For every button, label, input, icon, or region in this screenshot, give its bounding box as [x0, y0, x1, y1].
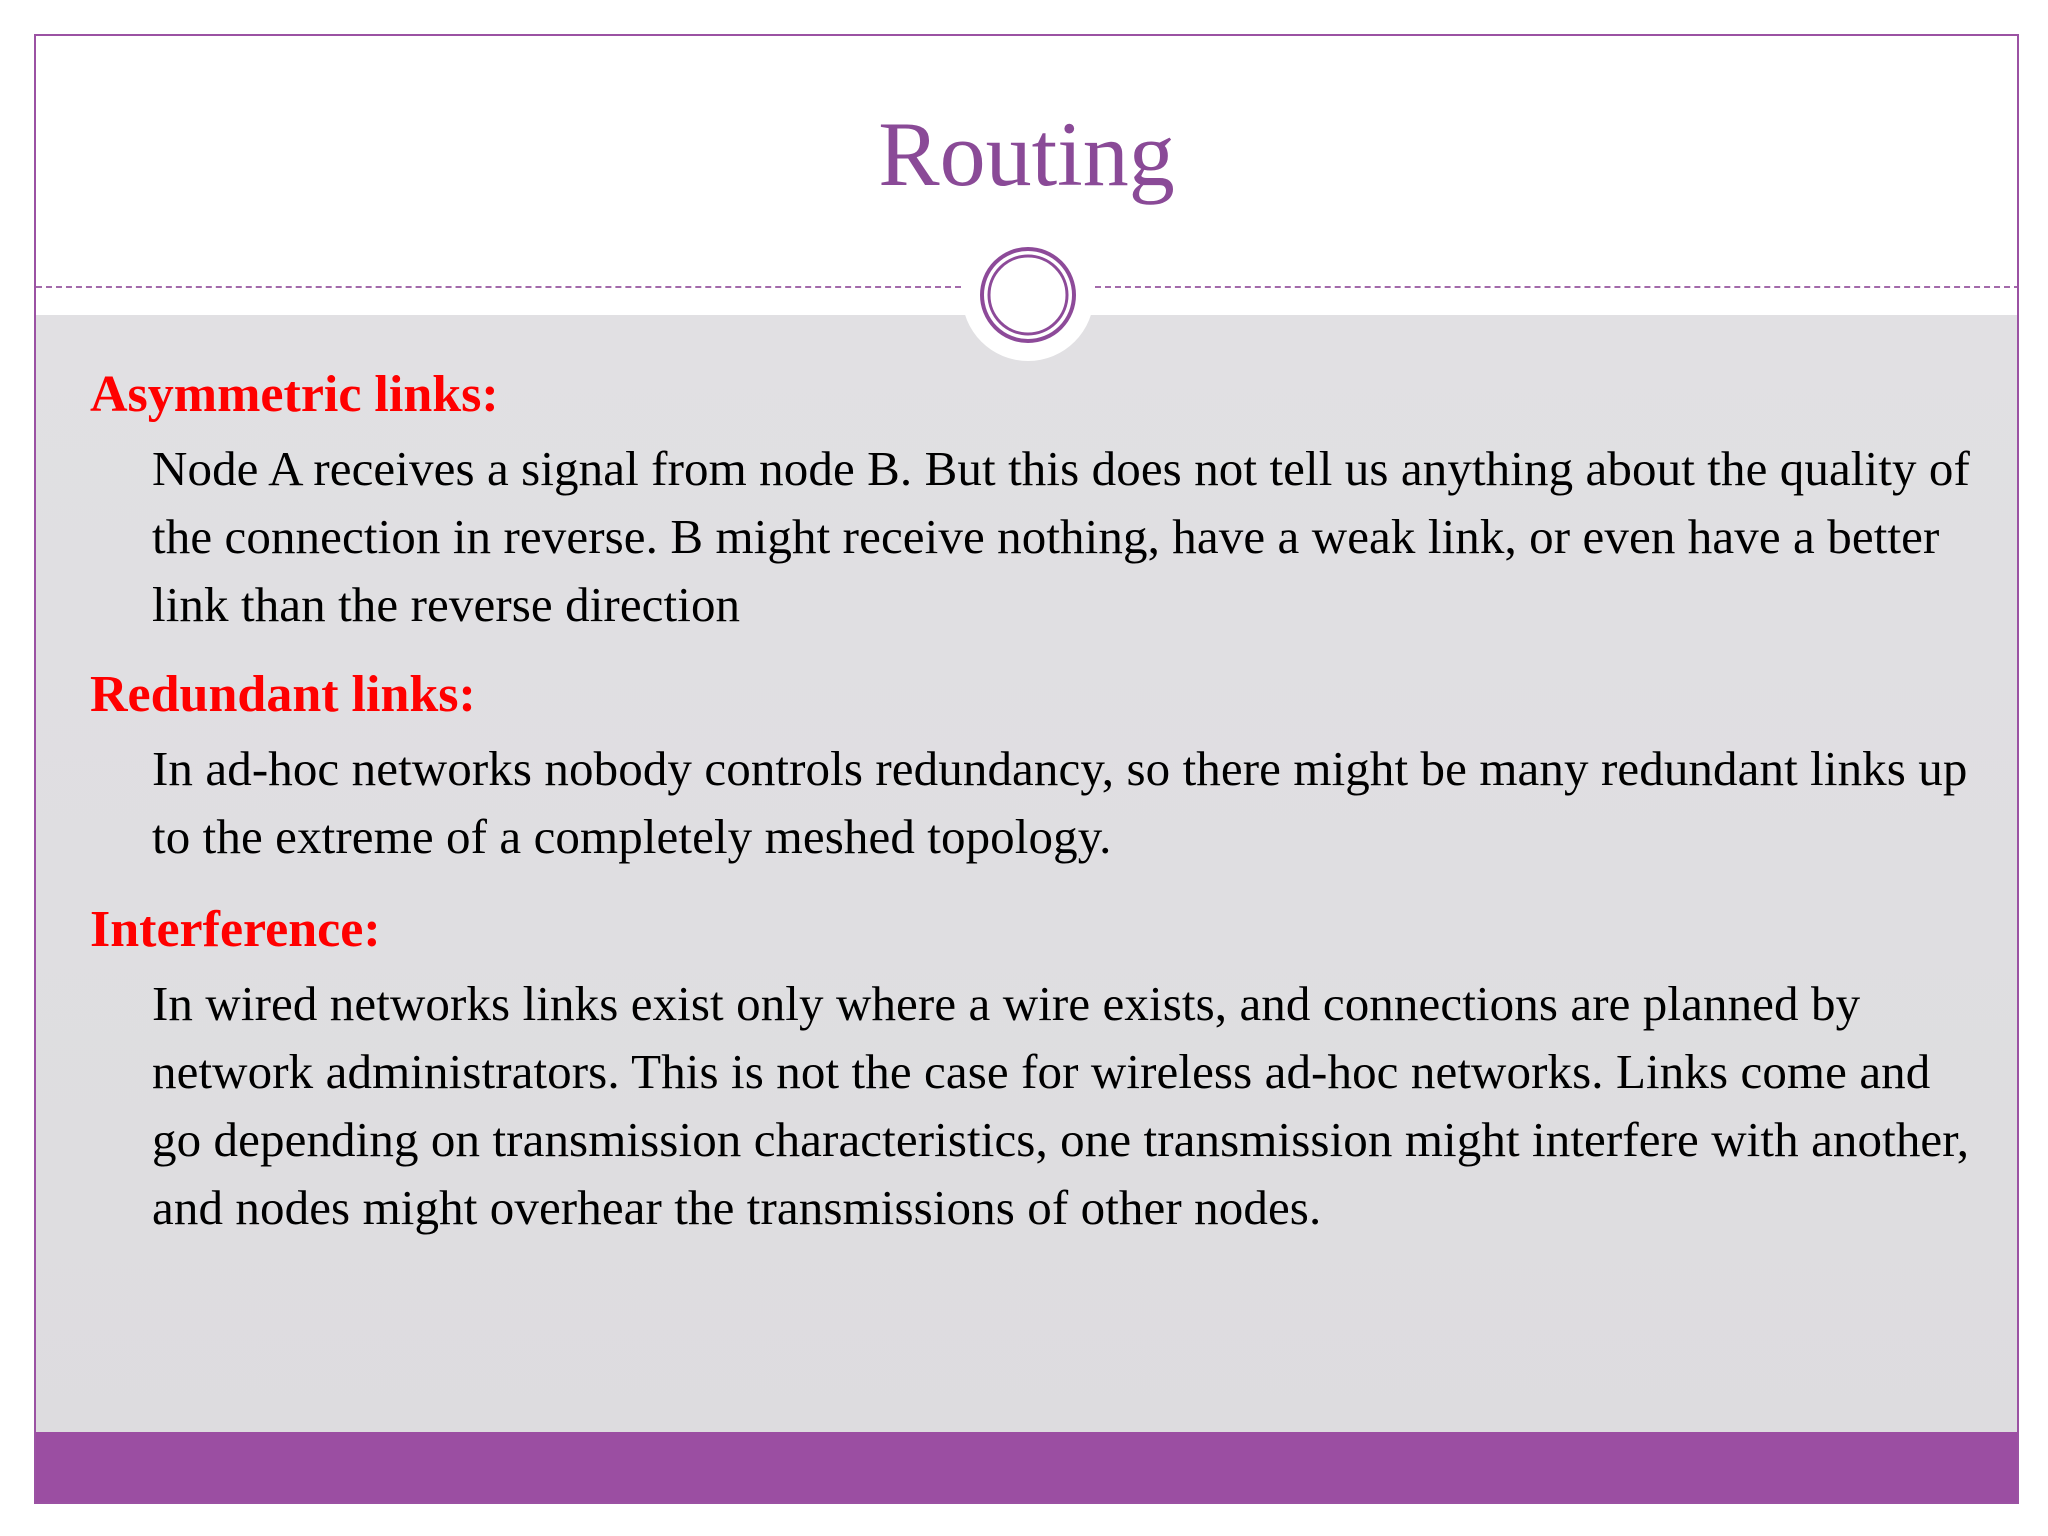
section-heading: Asymmetric links:	[90, 366, 499, 423]
ornament-badge	[962, 229, 1094, 361]
section-heading: Redundant links:	[90, 666, 476, 723]
slide-title: Routing	[878, 103, 1175, 205]
title-divider-right	[1095, 286, 2019, 288]
slide-frame	[34, 34, 2019, 1504]
section-heading: Interference:	[90, 901, 381, 958]
section-paragraph: In ad-hoc networks nobody controls redundancy, so there might be many redundant links up to the extreme of a completely meshed topology.	[152, 741, 1968, 865]
title-divider-left	[36, 286, 961, 288]
section-asymmetric-links	[90, 366, 1970, 639]
section-paragraph: Node A receives a signal from node B. But this does not tell us anything about the quality of the connection in reverse. B might receive nothing, have a weak link, or even have a better link than the reverse direction	[152, 441, 1970, 633]
section-paragraph: In wired networks links exist only where a wire exists, and connections are planned by network administrators. This is not the case for wireless ad-hoc networks. Links come and go depending on transmission characteristics, one transmission might interfere with another, and nodes might overhear the transmissions of other nodes.	[152, 976, 1970, 1236]
bottom-accent-band	[36, 1432, 2017, 1502]
section-interference	[90, 901, 1970, 1242]
section-redundant-links	[90, 666, 1970, 871]
circle-ornament-icon	[979, 246, 1077, 344]
